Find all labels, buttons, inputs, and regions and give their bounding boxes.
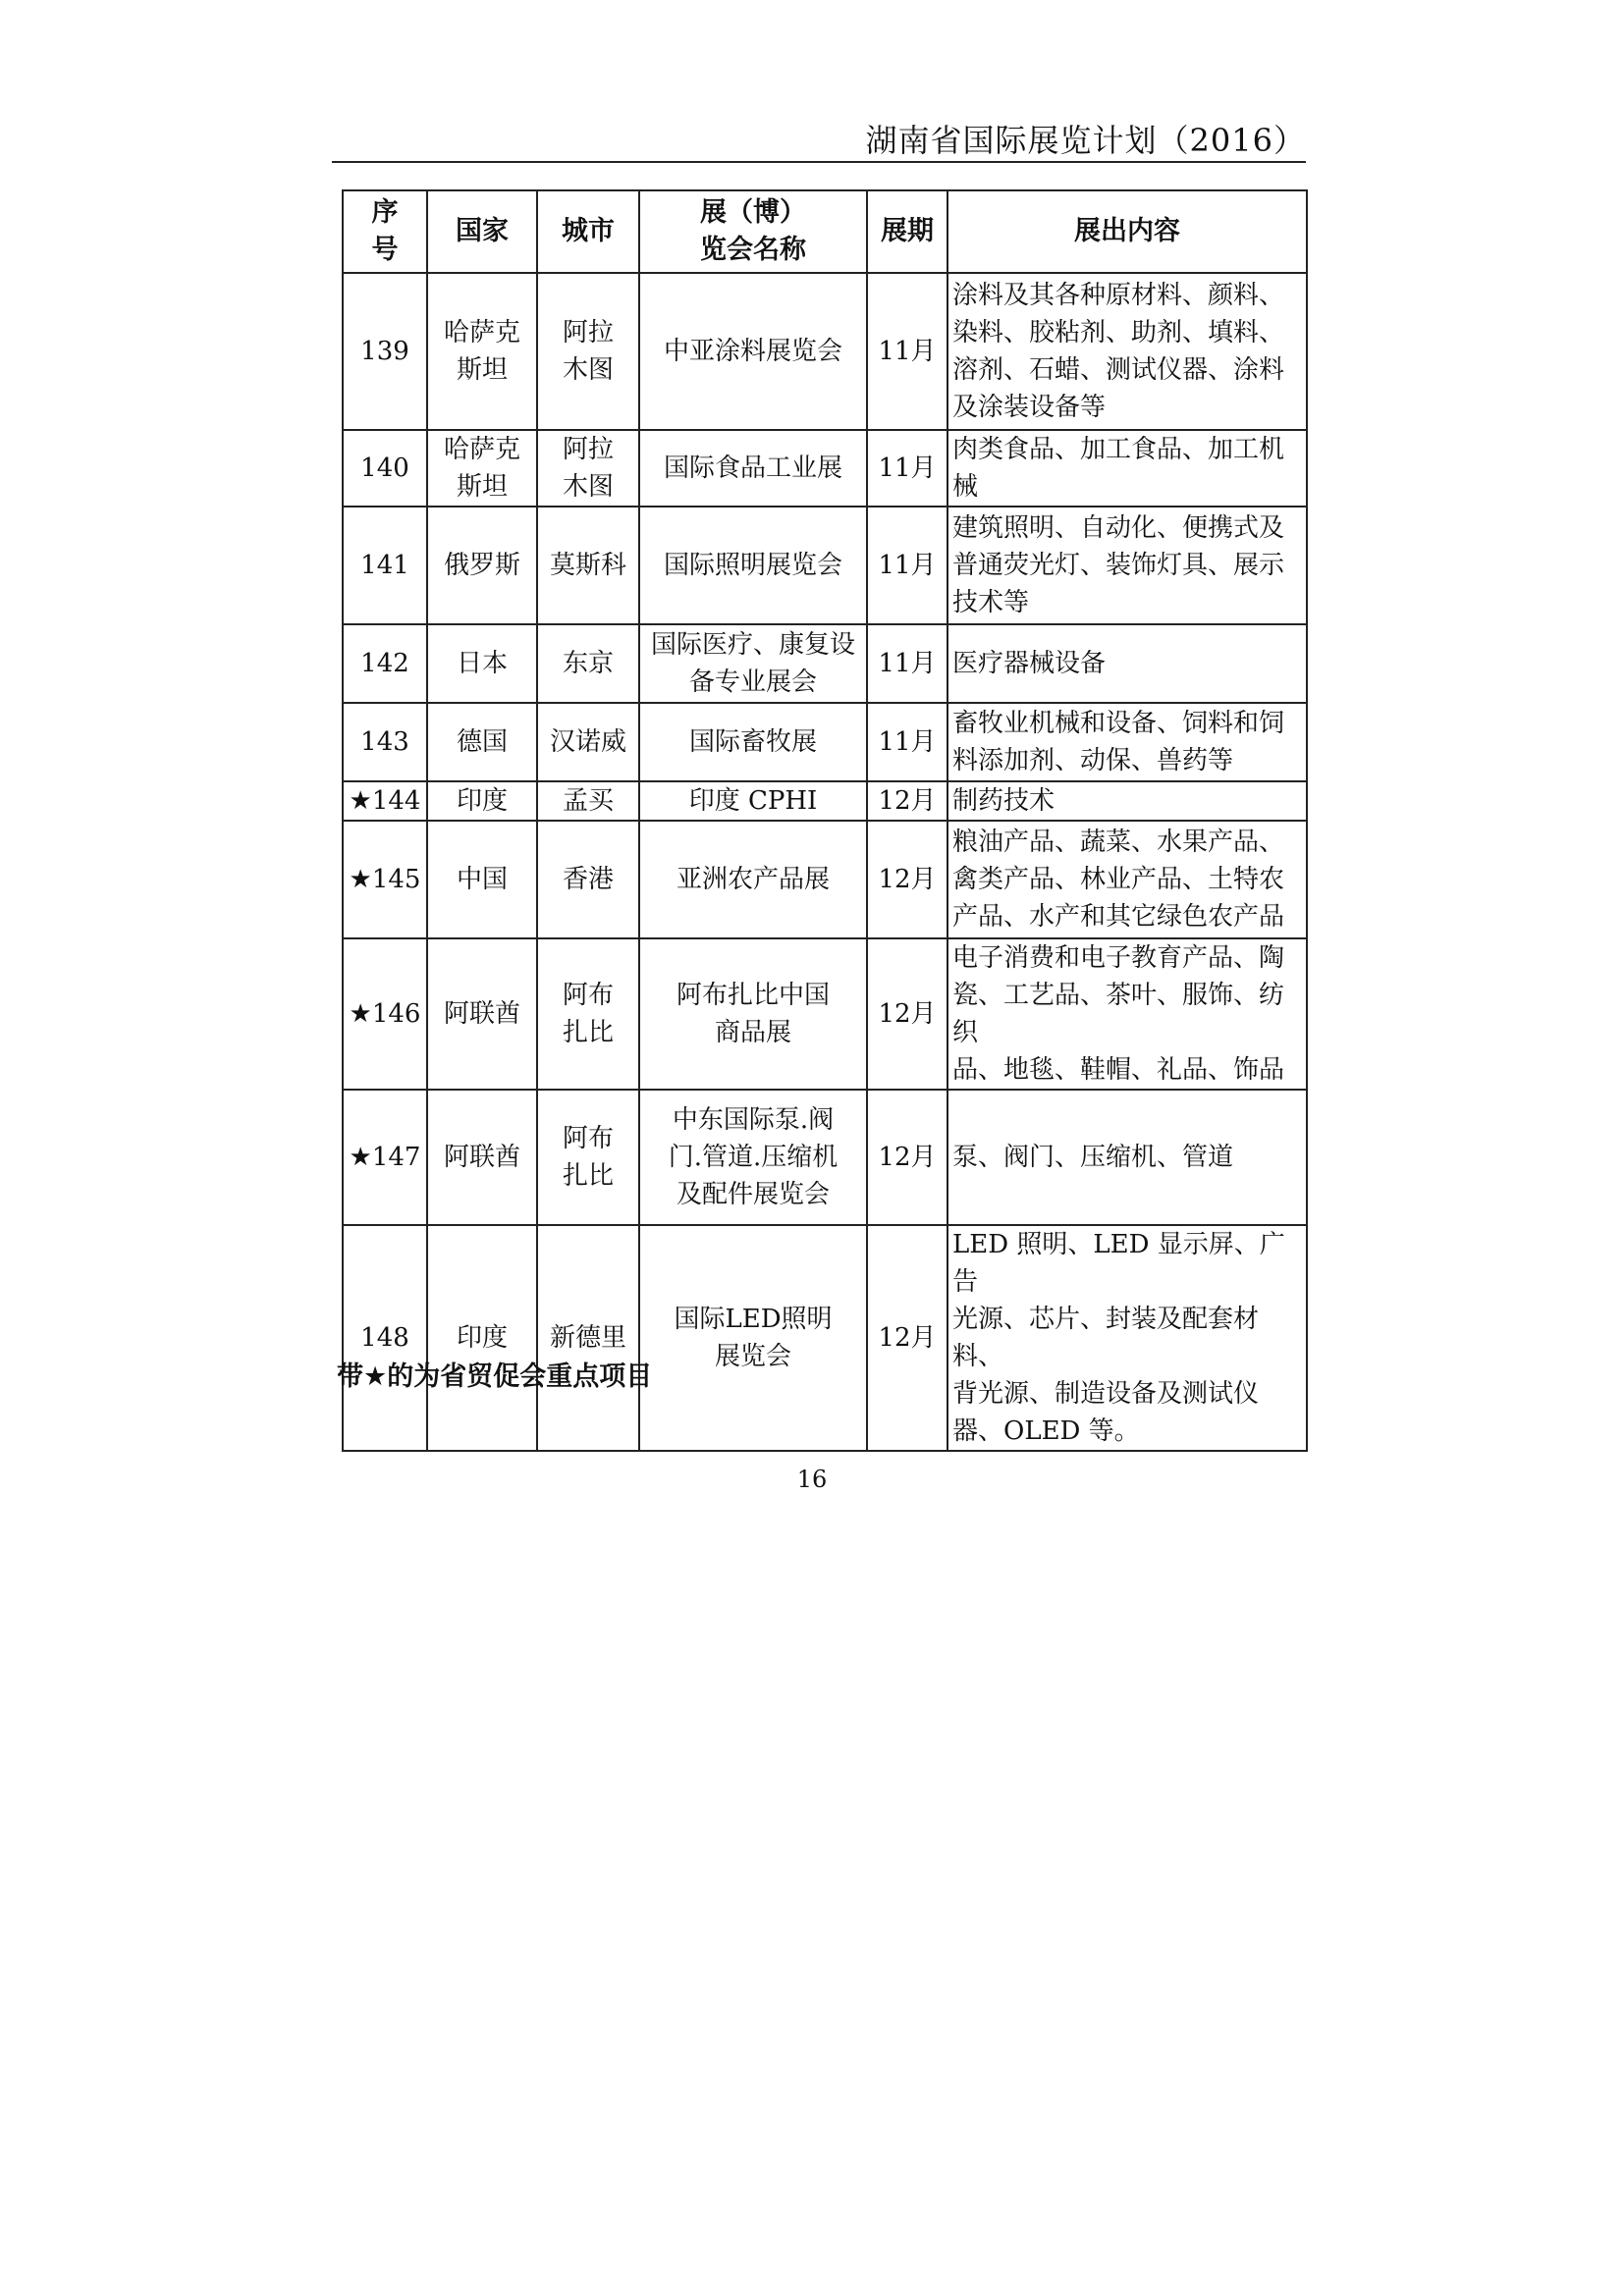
- cell-country: 德国: [427, 703, 537, 781]
- table-row: [343, 1225, 1307, 1451]
- cell-country: 印度: [427, 1225, 537, 1451]
- cell-country: 阿联酋: [427, 1090, 537, 1225]
- cell-city: 阿拉 木图: [537, 273, 639, 430]
- cell-name: 阿布扎比中国 商品展: [639, 938, 867, 1090]
- page-header: [332, 116, 1306, 163]
- cell-country: 印度: [427, 781, 537, 821]
- header-country: 国家: [427, 190, 537, 273]
- cell-period: 11月: [867, 624, 947, 703]
- cell-index: 143: [343, 703, 427, 781]
- table-header-row: [343, 190, 1307, 273]
- cell-content: 电子消费和电子教育产品、陶 瓷、工艺品、茶叶、服饰、纺织 品、地毯、鞋帽、礼品、饰品: [947, 938, 1307, 1090]
- document-title: 湖南省国际展览计划（2016）: [865, 122, 1306, 159]
- cell-content: LED 照明、LED 显示屏、广告 光源、芯片、封装及配套材料、 背光源、制造设备及测试仪 器、OLED 等。: [947, 1225, 1307, 1451]
- table-row: [343, 781, 1307, 821]
- cell-name: 国际畜牧展: [639, 703, 867, 781]
- cell-index: ★146: [343, 938, 427, 1090]
- table-row: [343, 1090, 1307, 1225]
- cell-name: 国际医疗、康复设 备专业展会: [639, 624, 867, 703]
- cell-period: 12月: [867, 781, 947, 821]
- cell-name: 国际照明展览会: [639, 507, 867, 624]
- cell-index: 148: [343, 1225, 427, 1451]
- cell-city: 汉诺威: [537, 703, 639, 781]
- cell-period: 12月: [867, 938, 947, 1090]
- header-city: 城市: [537, 190, 639, 273]
- cell-city: 阿拉 木图: [537, 430, 639, 507]
- cell-country: 哈萨克 斯坦: [427, 273, 537, 430]
- cell-content: 泵、阀门、压缩机、管道: [947, 1090, 1307, 1225]
- cell-period: 11月: [867, 507, 947, 624]
- header-content: 展出内容: [947, 190, 1307, 273]
- table-row: [343, 821, 1307, 938]
- cell-city: 阿布 扎比: [537, 938, 639, 1090]
- table-row: [343, 507, 1307, 624]
- table-row: [343, 430, 1307, 507]
- cell-city: 香港: [537, 821, 639, 938]
- cell-name: 印度 CPHI: [639, 781, 867, 821]
- cell-city: 孟买: [537, 781, 639, 821]
- cell-content: 涂料及其各种原材料、颜料、 染料、胶粘剂、助剂、填料、 溶剂、石蜡、测试仪器、涂料 及涂装设备等: [947, 273, 1307, 430]
- table-row: [343, 703, 1307, 781]
- header-period: 展期: [867, 190, 947, 273]
- table-row: [343, 273, 1307, 430]
- footnote: 带★的为省贸促会重点项目: [337, 1362, 653, 1392]
- cell-country: 中国: [427, 821, 537, 938]
- page-number: 16: [796, 1466, 828, 1493]
- cell-content: 畜牧业机械和设备、饲料和饲 料添加剂、动保、兽药等: [947, 703, 1307, 781]
- cell-period: 12月: [867, 1090, 947, 1225]
- cell-city: 东京: [537, 624, 639, 703]
- cell-country: 日本: [427, 624, 537, 703]
- cell-period: 12月: [867, 821, 947, 938]
- cell-index: 141: [343, 507, 427, 624]
- cell-city: 莫斯科: [537, 507, 639, 624]
- cell-period: 12月: [867, 1225, 947, 1451]
- header-name: 展（博） 览会名称: [639, 190, 867, 273]
- cell-period: 11月: [867, 273, 947, 430]
- cell-city: 阿布 扎比: [537, 1090, 639, 1225]
- table-row: [343, 624, 1307, 703]
- header-index: 序 号: [343, 190, 427, 273]
- cell-content: 制药技术: [947, 781, 1307, 821]
- table-row: [343, 938, 1307, 1090]
- cell-index: 142: [343, 624, 427, 703]
- cell-index: ★147: [343, 1090, 427, 1225]
- cell-name: 中亚涂料展览会: [639, 273, 867, 430]
- cell-country: 哈萨克 斯坦: [427, 430, 537, 507]
- cell-index: 139: [343, 273, 427, 430]
- cell-period: 11月: [867, 430, 947, 507]
- cell-country: 俄罗斯: [427, 507, 537, 624]
- cell-content: 肉类食品、加工食品、加工机械: [947, 430, 1307, 507]
- cell-country: 阿联酋: [427, 938, 537, 1090]
- cell-index: ★144: [343, 781, 427, 821]
- cell-name: 中东国际泵.阀 门.管道.压缩机 及配件展览会: [639, 1090, 867, 1225]
- cell-name: 国际食品工业展: [639, 430, 867, 507]
- cell-name: 国际LED照明 展览会: [639, 1225, 867, 1451]
- cell-index: 140: [343, 430, 427, 507]
- cell-period: 11月: [867, 703, 947, 781]
- cell-city: 新德里: [537, 1225, 639, 1451]
- cell-content: 建筑照明、自动化、便携式及 普通荧光灯、装饰灯具、展示 技术等: [947, 507, 1307, 624]
- cell-content: 医疗器械设备: [947, 624, 1307, 703]
- cell-content: 粮油产品、蔬菜、水果产品、 禽类产品、林业产品、土特农 产品、水产和其它绿色农产品: [947, 821, 1307, 938]
- exhibition-table: [342, 189, 1308, 1452]
- cell-index: ★145: [343, 821, 427, 938]
- cell-name: 亚洲农产品展: [639, 821, 867, 938]
